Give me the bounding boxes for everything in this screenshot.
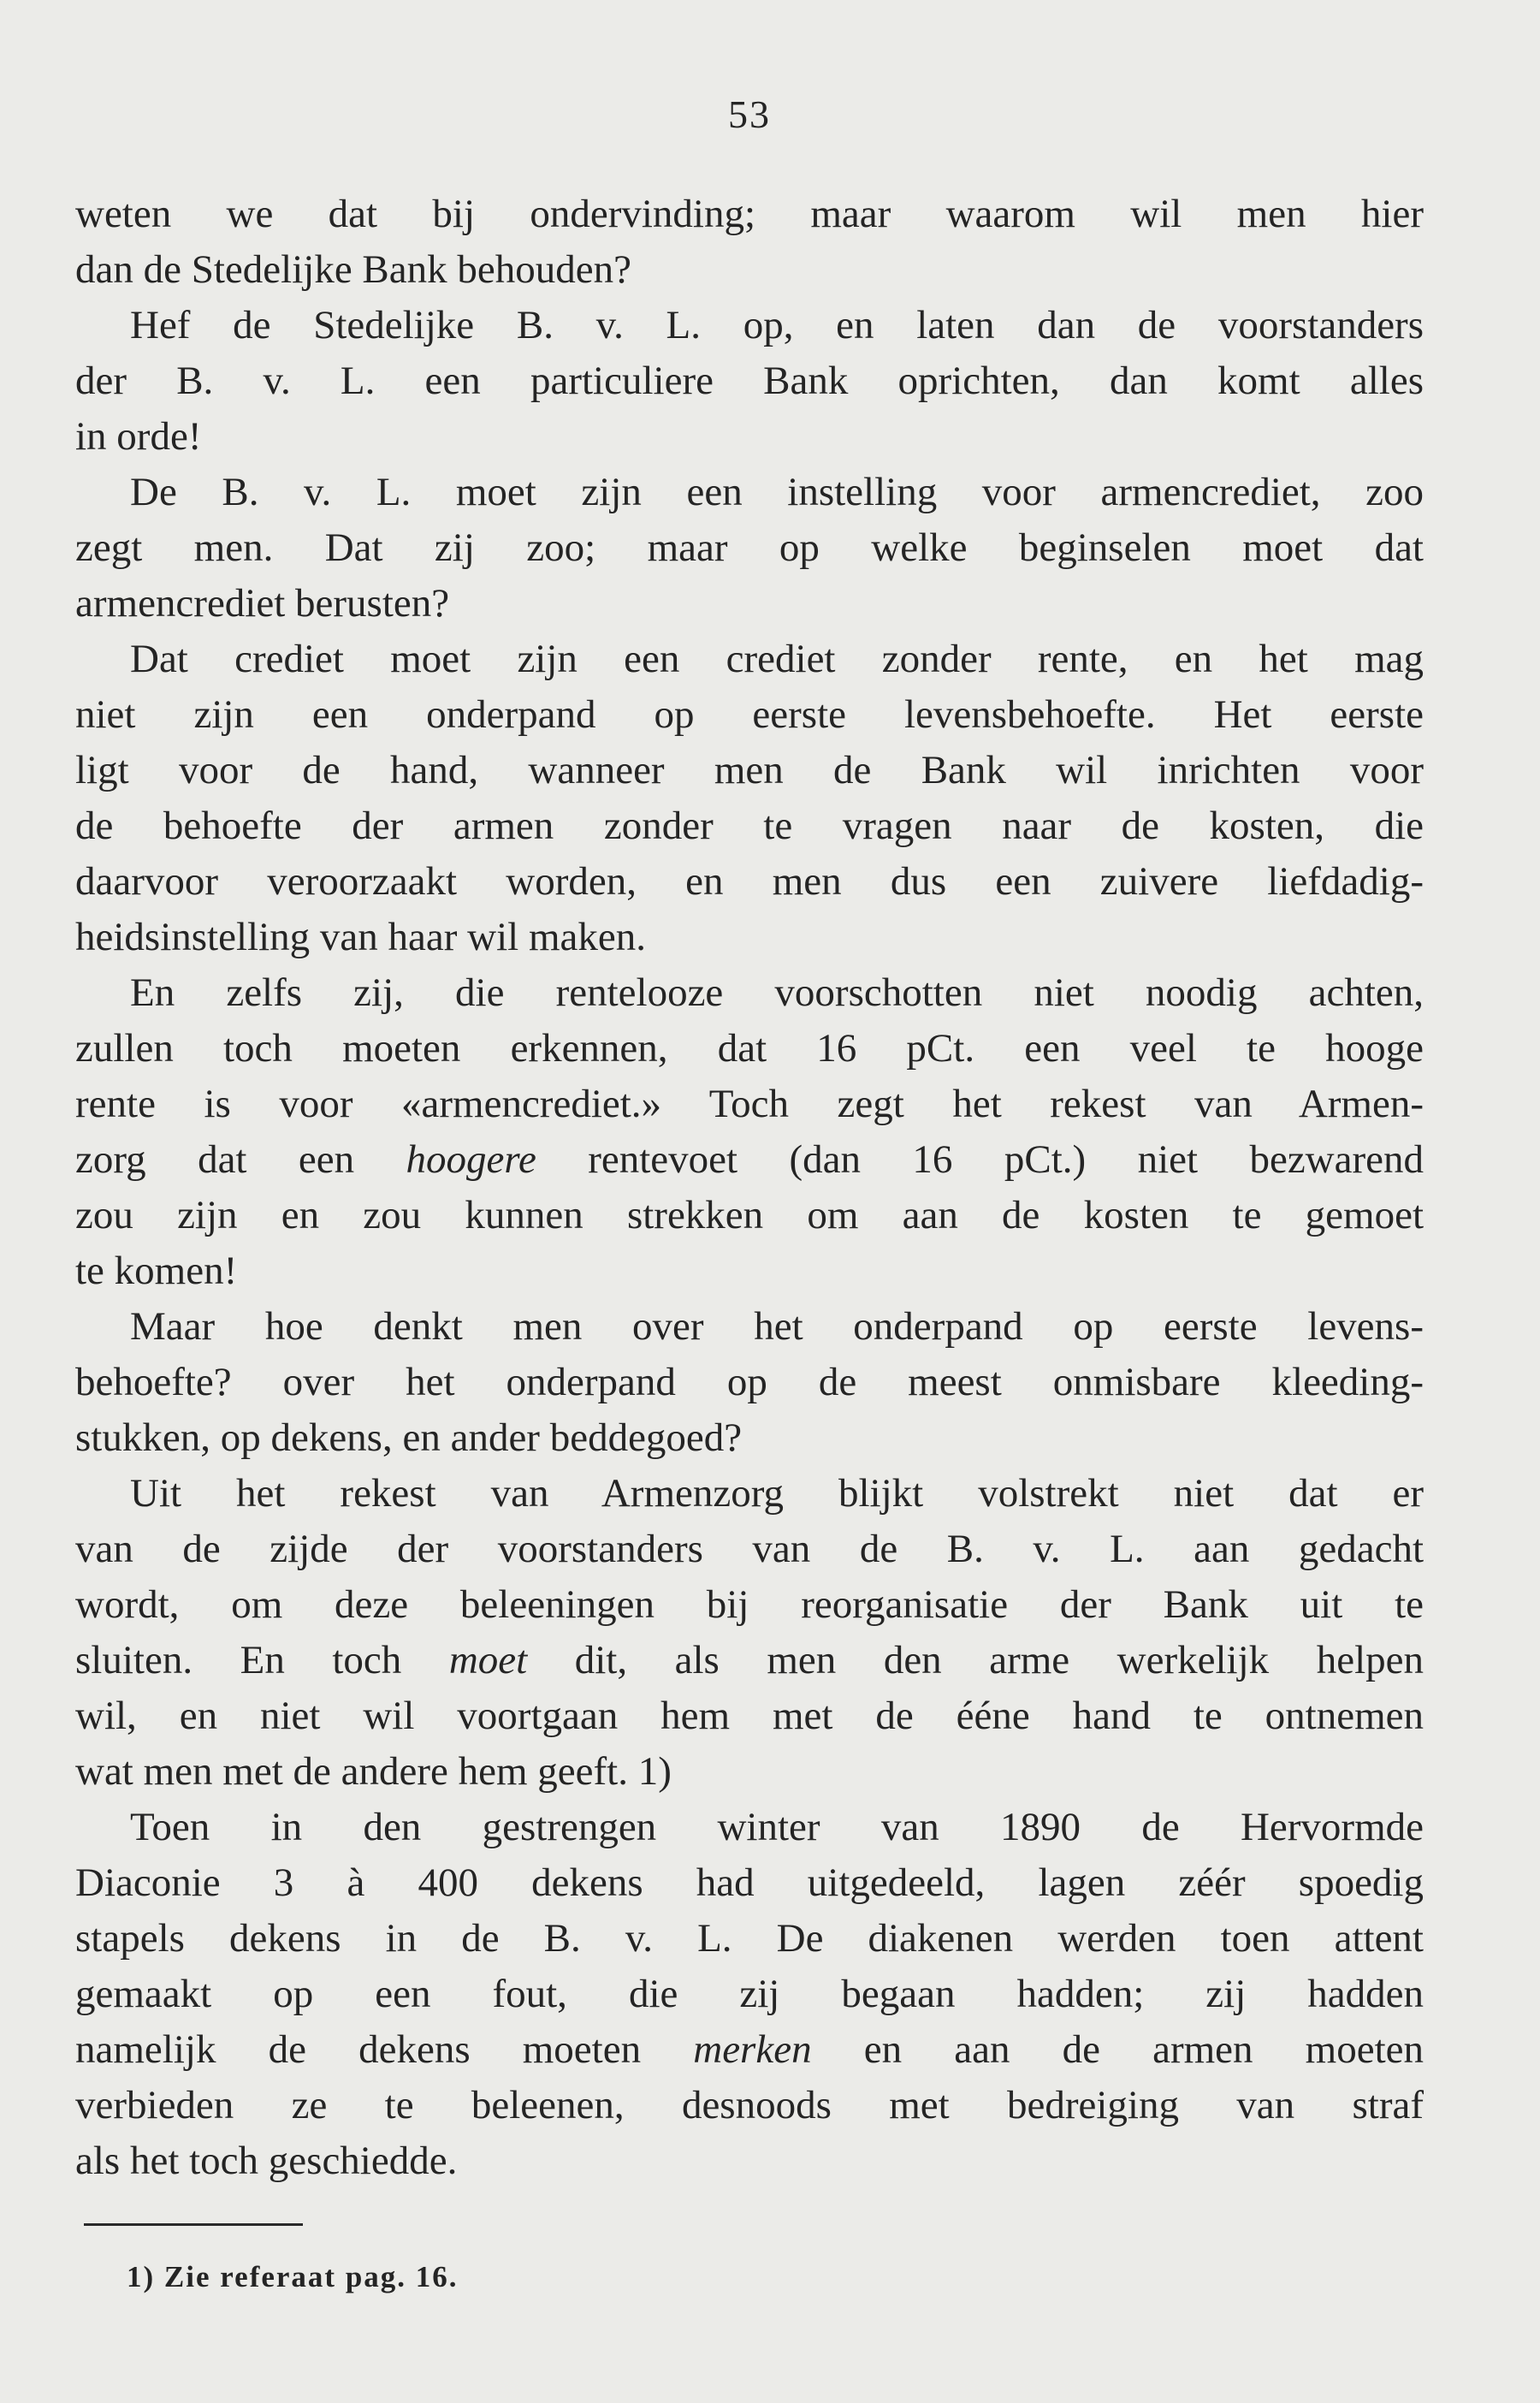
body-text [75, 187, 1424, 2189]
text-line: de behoefte der armen zonder te vragen naar de kosten, die [75, 804, 1424, 848]
text-line: Dat crediet moet zijn een crediet zonder rente, en het mag [130, 637, 1424, 681]
text-line: in orde! [75, 414, 202, 459]
text-line: armencrediet berusten? [75, 581, 450, 626]
footnote-rule [84, 2223, 303, 2226]
text-line: De B. v. L. moet zijn een instelling voor armencrediet, zoo [130, 470, 1424, 514]
text-line: heidsinstelling van haar wil maken. [75, 915, 646, 959]
text-line: daarvoor veroorzaakt worden, en men dus een zuivere liefdadig- [75, 859, 1424, 904]
text-line: wil, en niet wil voortgaan hem met de ééne hand te ontnemen [75, 1694, 1424, 1738]
text-line: stukken, op dekens, en ander beddegoed? [75, 1415, 743, 1460]
text-line: der B. v. L. een particuliere Bank oprichten, dan komt alles [75, 359, 1424, 403]
text-line: zou zijn en zou kunnen strekken om aan de kosten te gemoet [75, 1193, 1424, 1237]
text-line: Uit het rekest van Armenzorg blijkt volstrekt niet dat er [130, 1471, 1424, 1516]
text-line: Maar hoe denkt men over het onderpand op eerste levens- [130, 1304, 1424, 1349]
text-line: verbieden ze te beleenen, desnoods met bedreiging van straf [75, 2083, 1424, 2127]
text-line: te komen! [75, 1249, 238, 1293]
text-segment: namelijk de dekens moeten [75, 2027, 694, 2072]
text-line [75, 1132, 1424, 1188]
text-line: stapels dekens in de B. v. L. De diakenen werden toen attent [75, 1916, 1424, 1961]
text-segment: dit, als men den arme werkelijk helpen [527, 1638, 1424, 1682]
emphasis-text: hoogere [406, 1137, 536, 1182]
text-line: gemaakt op een fout, die zij begaan hadden; zij hadden [75, 1972, 1424, 2016]
text-line: wat men met de andere hem geeft. 1) [75, 1749, 672, 1794]
text-line: En zelfs zij, die rentelooze voorschotten niet noodig achten, [130, 970, 1424, 1015]
text-segment: sluiten. En toch [75, 1638, 449, 1682]
text-line: Diaconie 3 à 400 dekens had uitgedeeld, lagen zéér spoedig [75, 1860, 1424, 1905]
text-segment: en aan de armen moeten [811, 2027, 1424, 2072]
text-segment: zorg dat een [75, 1137, 406, 1182]
footnote: 1) Zie referaat pag. 16. [127, 2260, 459, 2293]
text-line: weten we dat bij ondervinding; maar waarom wil men hier [75, 192, 1424, 236]
text-line: van de zijde der voorstanders van de B. v. L. aan gedacht [75, 1527, 1424, 1571]
text-line [75, 1633, 1424, 1688]
emphasis-text: merken [693, 2027, 812, 2072]
page-number: 53 [728, 92, 771, 136]
text-line: zegt men. Dat zij zoo; maar op welke beginselen moet dat [75, 525, 1424, 570]
text-line: behoefte? over het onderpand op de meest onmisbare kleeding- [75, 1360, 1424, 1404]
emphasis-text: moet [448, 1638, 528, 1682]
text-line: Toen in den gestrengen winter van 1890 de Hervormde [130, 1805, 1424, 1849]
text-segment: rentevoet (dan 16 pCt.) niet bezwarend [536, 1137, 1424, 1182]
text-line: zullen toch moeten erkennen, dat 16 pCt. een veel te hooge [75, 1026, 1424, 1071]
text-line [75, 2022, 1424, 2078]
text-line: ligt voor de hand, wanneer men de Bank wil inrichten voor [75, 748, 1424, 792]
text-line: wordt, om deze beleeningen bij reorganisatie der Bank uit te [75, 1582, 1424, 1627]
text-line: Hef de Stedelijke B. v. L. op, en laten dan de voorstanders [130, 303, 1424, 347]
text-line: niet zijn een onderpand op eerste levensbehoefte. Het eerste [75, 692, 1424, 737]
text-line: als het toch geschiedde. [75, 2139, 458, 2183]
text-line: dan de Stedelijke Bank behouden? [75, 247, 631, 292]
text-line: rente is voor «armencrediet.» Toch zegt het rekest van Armen- [75, 1082, 1424, 1126]
